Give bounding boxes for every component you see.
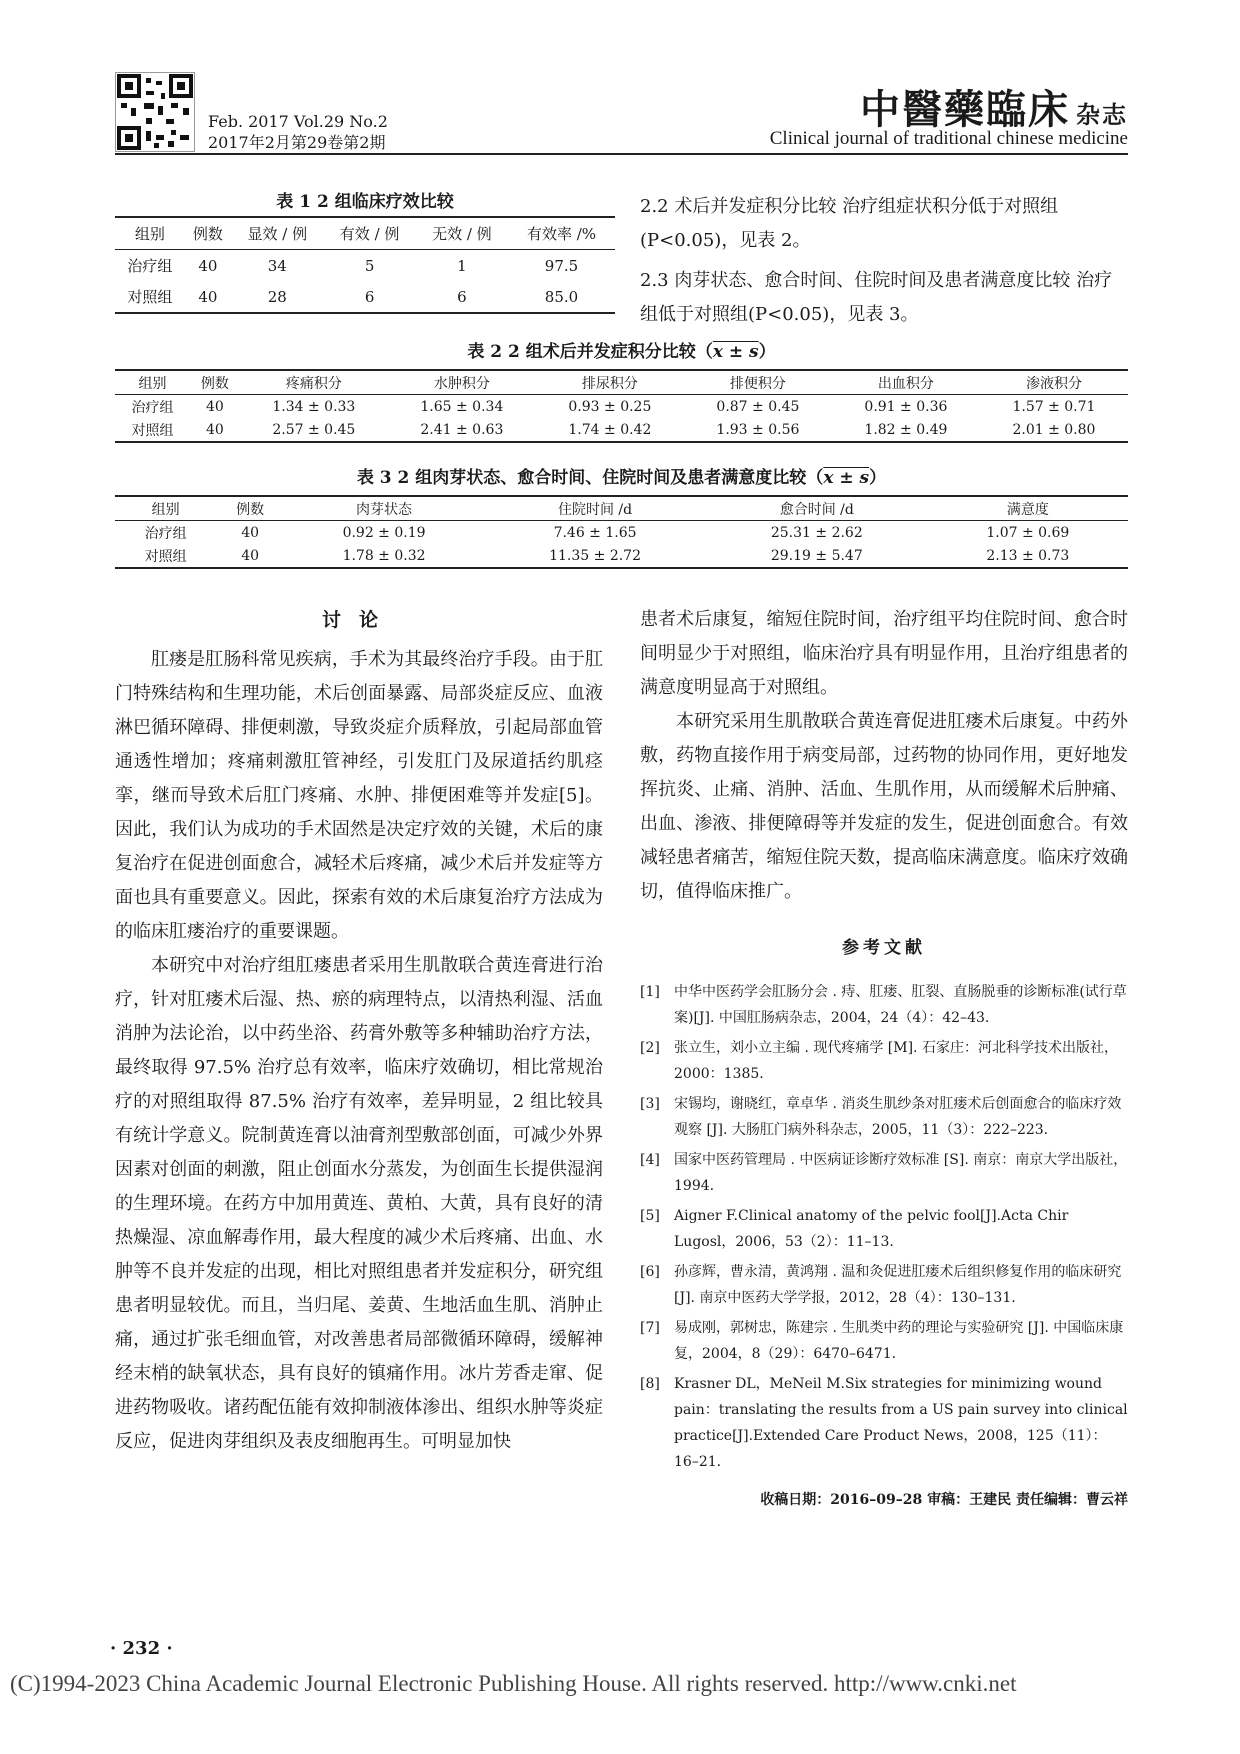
table-cell: 2.41 ± 0.63 <box>388 418 536 442</box>
table2-caption-stat: x ± s <box>712 342 759 362</box>
table-cell: 0.93 ± 0.25 <box>568 398 652 415</box>
discussion-paragraph-1: 肛瘘是肛肠科常见疾病，手术为其最终治疗手段。由于肛门特殊结构和生理功能，术后创面暴露、局部炎症反应、血液淋巴循环障碍、排便刺激，导致炎症介质释放，引起局部血管通透性增加；疼痛刺激肛管神经，引发肛门及尿道括约肌痉挛，继而导致术后肛门疼痛、水肿、排便困难等并发症[5]。因此，我们认为成功的手术固然是决定疗效的关键，术后的康复治疗在促进创面愈合，减轻术后疼痛，减少术后并发症等方面也具有重要意义。因此，探索有效的术后康复治疗方法成为的临床肛瘘治疗的重要课题。 <box>115 649 603 942</box>
results-sections <box>640 190 1128 338</box>
list-item <box>640 1371 1128 1475</box>
column-header: 住院时间 /d <box>484 496 706 521</box>
list-item <box>640 1203 1128 1255</box>
table-row <box>115 395 1128 419</box>
table-cell: 6 <box>323 281 415 313</box>
table-cell: 0.91 ± 0.36 <box>864 398 948 415</box>
column-header: 有效 / 例 <box>323 217 415 250</box>
column-header: 组别 <box>115 496 216 521</box>
column-header: 愈合时间 /d <box>706 496 928 521</box>
column-header: 渗液积分 <box>980 370 1128 395</box>
table-cell: 治疗组 <box>144 525 187 542</box>
table3-caption: 表 3 2 组肉芽状态、愈合时间、住院时间及患者满意度比较（x ± s） <box>356 468 887 488</box>
column-header: 组别 <box>115 370 190 395</box>
table-cell: 1.34 ± 0.33 <box>272 398 356 415</box>
ref-number: [8] <box>640 1376 660 1392</box>
table-row <box>115 250 615 282</box>
table-cell: 1.82 ± 0.49 <box>832 418 980 442</box>
table-cell: 治疗组 <box>127 257 173 275</box>
column-header: 肉芽状态 <box>284 496 484 521</box>
table-cell: 1.65 ± 0.34 <box>420 398 504 415</box>
list-item <box>640 1315 1128 1367</box>
qr-code-icon <box>115 72 195 152</box>
ref-text: Krasner DL，MeNeil M.Six strategies for minimizing wound pain：translating the results from a US pain survey into clinical practice[J].Extended Care Product News，2008，125（11）：16–21. <box>674 1376 1128 1470</box>
table-cell: 7.46 ± 1.65 <box>553 524 637 541</box>
table2 <box>115 369 1128 443</box>
discussion-paragraph-2: 本研究中对治疗组肛瘘患者采用生肌散联合黄连膏进行治疗，针对肛瘘术后湿、热、瘀的病理特点，以清热利湿、活血消肿为法论治，以中药坐浴、药膏外敷等多种辅助治疗方法，最终取得 97.5% 治疗总有效率，临床疗效确切，相比常规治疗的对照组取得 87.5% 治疗有效率，差异明显，2 组比较具有统计学意义。院制黄连膏以油膏剂型敷部创面，可减少外界因素对创面的刺激，阻止创面水分蒸发，为创面生长提供湿润的生理环境。在药方中加用黄连、黄柏、大黄，具有良好的清热燥湿、凉血解毒作用，最大程度的减少术后疼痛、出血、水肿等不良并发症的出现，相比对照组患者并发症积分，研究组患者明显较优。而且，当归尾、姜黄、生地活血生肌、消肿止痛，通过扩张毛细血管，对改善患者局部微循环障碍，缓解神经末梢的缺氧状态，具有良好的镇痛作用。冰片芳香走窜、促进药物吸收。诸药配伍能有效抑制液体渗出、组织水肿等炎症反应，促进肉芽组织及表皮细胞再生。可明显加快 <box>115 955 603 1452</box>
table-cell: 0.87 ± 0.45 <box>716 398 800 415</box>
right-column <box>640 603 1128 1517</box>
table3-caption-stat: x ± s <box>823 468 870 488</box>
section-2-3: 2.3 肉芽状态、愈合时间、住院时间及患者满意度比较 治疗组低于对照组(P<0.05)，见表 3。 <box>640 270 1113 325</box>
table2-caption-text: 表 2 2 组术后并发症积分比较 <box>467 342 696 362</box>
issue-info <box>208 111 388 153</box>
column-header: 例数 <box>216 496 284 521</box>
ref-text: 易成刚，郭树忠，陈建宗 . 生肌类中药的理论与实验研究 [J]. 中国临床康复，2004，8（29）：6470–6471. <box>674 1320 1124 1362</box>
table-cell: 40 <box>241 524 260 541</box>
column-header: 例数 <box>190 370 240 395</box>
list-item <box>640 1259 1128 1311</box>
journal-logo <box>860 78 1128 135</box>
table1 <box>115 216 615 314</box>
table-cell: 28 <box>231 281 323 313</box>
ref-number: [7] <box>640 1320 660 1336</box>
table-cell: 29.19 ± 5.47 <box>706 544 928 568</box>
table-cell: 34 <box>267 256 287 275</box>
column-header: 有效率 /% <box>508 217 615 250</box>
journal-logo-text: 中醫藥臨床 <box>860 86 1070 133</box>
column-header: 例数 <box>185 217 231 250</box>
table-row <box>115 521 1128 545</box>
left-column <box>115 603 603 1459</box>
ref-text: 孙彦辉，曹永清，黄鸿翔 . 温和灸促进肛瘘术后组织修复作用的临床研究 [J]. 南京中医药大学学报，2012，28（4）：130–131. <box>674 1264 1122 1306</box>
table-cell: 40 <box>205 398 224 415</box>
page-number: · 232 · <box>110 1638 173 1659</box>
header-divider <box>115 153 1128 155</box>
ref-text: 张立生，刘小立主编 . 现代疼痛学 [M]. 石家庄：河北科学技术出版社，2000：1385. <box>674 1040 1118 1082</box>
table-cell: 1.07 ± 0.69 <box>986 524 1070 541</box>
table-cell: 1 <box>457 256 467 275</box>
issue-en: Feb. 2017 Vol.29 No.2 <box>208 112 388 131</box>
table-cell: 2.01 ± 0.80 <box>980 418 1128 442</box>
table3 <box>115 495 1128 569</box>
references-title: 参考文献 <box>842 938 926 958</box>
table-cell: 40 <box>190 418 240 442</box>
list-item <box>640 1091 1128 1143</box>
ref-text: 国家中医药管理局 . 中医病证诊断疗效标准 [S]. 南京：南京大学出版社，1994. <box>674 1152 1128 1194</box>
table-row <box>115 281 615 313</box>
list-item <box>640 1147 1128 1199</box>
ref-text: 中华中医药学会肛肠分会 . 痔、肛瘘、肛裂、直肠脱垂的诊断标准(试行草案)[J]. 中国肛肠病杂志，2004，24（4）：42–43. <box>674 984 1127 1026</box>
table-cell: 2.57 ± 0.45 <box>240 418 388 442</box>
column-header: 满意度 <box>928 496 1128 521</box>
issue-cn: 2017年2月第29卷第2期 <box>208 133 386 152</box>
column-header: 疼痛积分 <box>240 370 388 395</box>
discussion-paragraph-4: 本研究采用生肌散联合黄连膏促进肛瘘术后康复。中药外敷，药物直接作用于病变局部，过药物的协同作用，更好地发挥抗炎、止痛、消肿、活血、生肌作用，从而缓解术后肿痛、出血、渗液、排便障碍等并发症的发生，促进创面愈合。有效减轻患者痛苦，缩短住院天数，提高临床满意度。临床疗效确切，值得临床推广。 <box>640 711 1128 902</box>
table-cell: 0.92 ± 0.19 <box>342 524 426 541</box>
ref-number: [6] <box>640 1264 660 1280</box>
table-cell: 85.0 <box>508 281 615 313</box>
copyright-footer: (C)1994-2023 China Academic Journal Electronic Publishing House. All rights reserved. http://www.cnki.net <box>10 1671 1017 1696</box>
journal-logo-suffix: 杂志 <box>1076 100 1128 129</box>
table-cell: 40 <box>198 256 218 275</box>
table1-caption: 表 1 2 组临床疗效比较 <box>276 192 454 212</box>
table-header-row <box>115 370 1128 395</box>
references-list <box>640 979 1128 1475</box>
column-header: 无效 / 例 <box>416 217 508 250</box>
table-cell: 97.5 <box>544 256 579 275</box>
table-cell: 40 <box>185 281 231 313</box>
discussion-title: 讨论 <box>321 609 396 631</box>
table-cell: 40 <box>216 544 284 568</box>
column-header: 组别 <box>115 217 185 250</box>
journal-name-en: Clinical journal of traditional chinese medicine <box>769 128 1128 149</box>
column-header: 排便积分 <box>684 370 832 395</box>
ref-number: [1] <box>640 984 660 1000</box>
column-header: 排尿积分 <box>536 370 684 395</box>
ref-number: [5] <box>640 1208 660 1224</box>
list-item <box>640 979 1128 1031</box>
table-row <box>115 544 1128 568</box>
table-cell: 1.57 ± 0.71 <box>1012 398 1096 415</box>
ref-number: [3] <box>640 1096 660 1112</box>
table-cell: 1.78 ± 0.32 <box>284 544 484 568</box>
table-cell: 对照组 <box>115 281 185 313</box>
column-header: 水肿积分 <box>388 370 536 395</box>
column-header: 显效 / 例 <box>231 217 323 250</box>
table-header-row <box>115 496 1128 521</box>
table-cell: 2.13 ± 0.73 <box>928 544 1128 568</box>
table-cell: 对照组 <box>115 544 216 568</box>
ref-number: [4] <box>640 1152 660 1168</box>
table-cell: 1.93 ± 0.56 <box>684 418 832 442</box>
received-info: 收稿日期：2016–09–28 审稿：王建民 责任编辑：曹云祥 <box>760 1492 1128 1508</box>
table3-caption-text: 表 3 2 组肉芽状态、愈合时间、住院时间及患者满意度比较 <box>356 468 807 488</box>
discussion-paragraph-3: 患者术后康复，缩短住院时间，治疗组平均住院时间、愈合时间明显少于对照组，临床治疗具有明显作用，且治疗组患者的满意度明显高于对照组。 <box>640 609 1128 698</box>
table-cell: 6 <box>416 281 508 313</box>
table2-caption: 表 2 2 组术后并发症积分比较（x ± s） <box>467 342 776 362</box>
table-cell: 对照组 <box>115 418 190 442</box>
table-cell: 治疗组 <box>131 399 174 416</box>
column-header: 出血积分 <box>832 370 980 395</box>
table-cell: 25.31 ± 2.62 <box>770 524 863 541</box>
table-row <box>115 418 1128 442</box>
ref-text: Aigner F.Clinical anatomy of the pelvic fool[J].Acta Chir Lugosl，2006，53（2）：11–13. <box>674 1208 1069 1250</box>
table-header-row <box>115 217 615 250</box>
table-cell: 1.74 ± 0.42 <box>536 418 684 442</box>
table-cell: 11.35 ± 2.72 <box>484 544 706 568</box>
list-item <box>640 1035 1128 1087</box>
ref-number: [2] <box>640 1040 660 1056</box>
section-2-2: 2.2 术后并发症积分比较 治疗组症状积分低于对照组(P<0.05)，见表 2。 <box>640 196 1059 251</box>
table-cell: 5 <box>364 256 375 275</box>
ref-text: 宋锡均，谢晓红，章卓华 . 消炎生肌纱条对肛瘘术后创面愈合的临床疗效观察 [J]. 大肠肛门病外科杂志，2005，11（3）：222–223. <box>674 1096 1122 1138</box>
